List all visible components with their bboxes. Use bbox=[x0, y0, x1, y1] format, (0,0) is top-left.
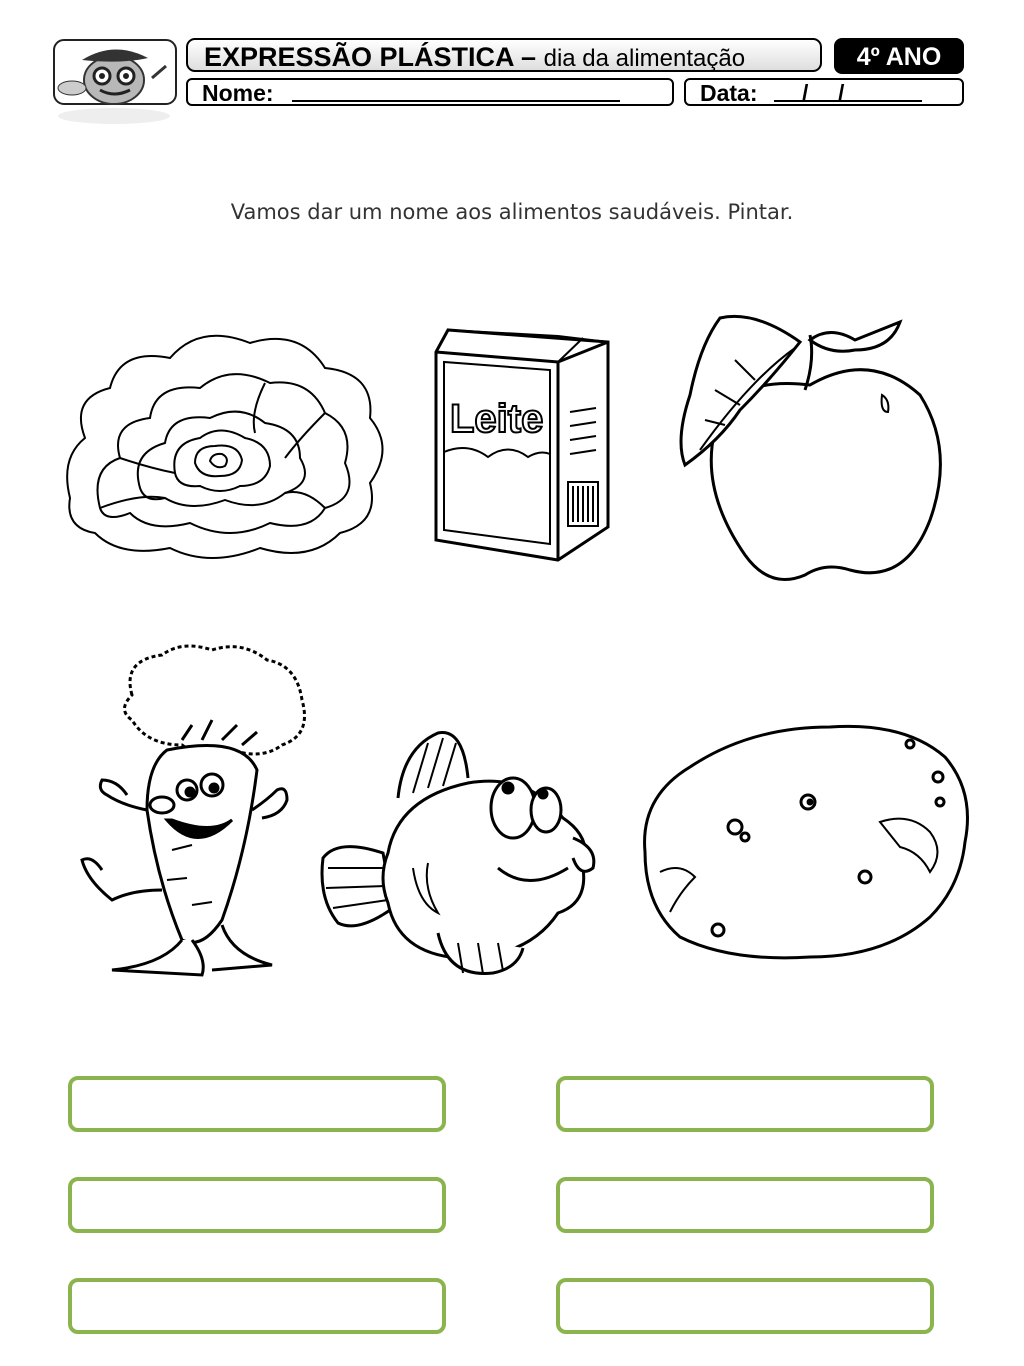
carrot-character-icon bbox=[72, 640, 312, 990]
worksheet-title-box bbox=[186, 38, 822, 72]
answer-box-1[interactable] bbox=[68, 1076, 446, 1132]
lettuce-icon bbox=[60, 318, 390, 568]
mascot-logo-icon bbox=[52, 38, 178, 128]
name-field[interactable] bbox=[186, 78, 674, 106]
answer-box-3[interactable] bbox=[68, 1177, 446, 1233]
date-separator-2: / bbox=[838, 80, 845, 106]
name-write-line bbox=[292, 100, 620, 102]
answer-box-6[interactable] bbox=[556, 1278, 934, 1334]
answer-box-5[interactable] bbox=[68, 1278, 446, 1334]
potato-icon bbox=[640, 722, 975, 967]
date-write-line bbox=[774, 100, 922, 102]
grade-badge: 4º ANO bbox=[834, 38, 964, 74]
date-separator-1: / bbox=[802, 80, 809, 106]
date-field[interactable] bbox=[684, 78, 964, 106]
answer-box-4[interactable] bbox=[556, 1177, 934, 1233]
name-label: Nome: bbox=[202, 80, 274, 106]
worksheet-subtitle: dia da alimentação bbox=[543, 45, 746, 72]
instruction-text: Vamos dar um nome aos alimentos saudáveis. Pintar. bbox=[230, 200, 794, 224]
milk-carton-icon bbox=[428, 322, 618, 567]
apple-icon bbox=[660, 300, 950, 590]
fish-icon bbox=[318, 728, 598, 988]
date-label: Data: bbox=[700, 80, 758, 106]
worksheet-title: EXPRESSÃO PLÁSTICA – bbox=[204, 42, 537, 72]
answer-box-2[interactable] bbox=[556, 1076, 934, 1132]
milk-carton-label: Leite bbox=[450, 397, 544, 441]
